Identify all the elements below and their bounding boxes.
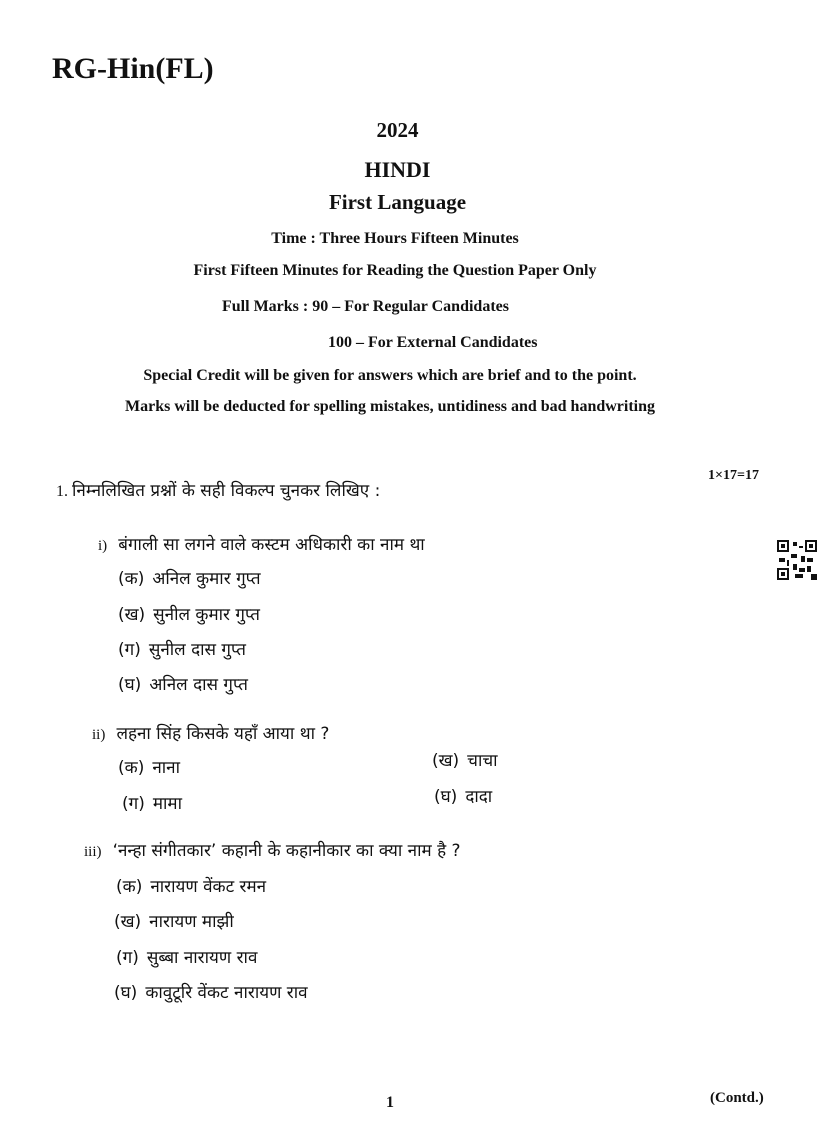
- option-text: अनिल कुमार गुप्त: [152, 569, 261, 589]
- sub-question-text: लहना सिंह किसके यहाँ आया था ?: [116, 724, 330, 744]
- option-text: कावुटूरि वेंकट नारायण राव: [145, 983, 308, 1003]
- option-label: (ख): [118, 605, 146, 625]
- option-text: नाना: [152, 758, 181, 778]
- subject-title: HINDI: [364, 157, 431, 182]
- option-item: [118, 755, 180, 778]
- option-item: [118, 566, 261, 589]
- option-label: (क): [118, 569, 145, 589]
- option-item: [116, 945, 257, 968]
- continued-label: (Contd.): [710, 1090, 764, 1106]
- option-label: (ख): [114, 912, 142, 932]
- option-label: (ग): [118, 640, 141, 660]
- time-info: Time : Three Hours Fifteen Minutes: [271, 230, 519, 247]
- option-text: अनिल दास गुप्त: [149, 675, 248, 695]
- option-text: मामा: [152, 794, 182, 814]
- deduction-note: Marks will be deducted for spelling mistakes, untidiness and bad handwriting: [124, 398, 656, 415]
- sub-question-iii: [84, 838, 461, 861]
- option-text: दादा: [465, 787, 493, 807]
- exam-year: 2024: [376, 118, 419, 142]
- question-text: निम्नलिखित प्रश्नों के सही विकल्प चुनकर लिखिए :: [72, 481, 381, 501]
- sub-question-text: बंगाली सा लगने वाले कस्टम अधिकारी का नाम था: [118, 535, 425, 555]
- option-text: सुब्बा नारायण राव: [146, 948, 258, 968]
- reading-time-info: First Fifteen Minutes for Reading the Question Paper Only: [193, 262, 597, 279]
- option-label: (ख): [432, 751, 460, 771]
- option-text: नारायण माझी: [149, 912, 234, 932]
- option-label: (क): [116, 877, 143, 897]
- option-text: सुनील दास गुप्त: [148, 640, 246, 660]
- option-text: चाचा: [467, 751, 498, 771]
- option-label: (घ): [114, 983, 138, 1003]
- question-marks: 1×17=17: [708, 468, 759, 483]
- option-label: (घ): [434, 787, 458, 807]
- option-label: (क): [118, 758, 145, 778]
- option-item: [114, 909, 234, 932]
- sub-question-number: ii): [92, 727, 106, 743]
- option-text: सुनील कुमार गुप्त: [153, 605, 260, 625]
- special-credit-note: Special Credit will be given for answers which are brief and to the point.: [143, 367, 637, 384]
- sub-question-ii: [92, 721, 329, 744]
- option-item: [118, 602, 260, 625]
- option-item: [118, 637, 246, 660]
- option-item: [118, 672, 248, 695]
- sub-question-number: iii): [84, 844, 102, 860]
- paper-code: RG-Hin(FL): [52, 52, 214, 85]
- option-item: [114, 980, 308, 1003]
- option-item: [116, 874, 266, 897]
- option-label: (ग): [122, 794, 145, 814]
- option-label: (घ): [118, 675, 142, 695]
- language-title: First Language: [328, 190, 467, 214]
- option-label: (ग): [116, 948, 139, 968]
- qr-code-icon: [777, 540, 817, 580]
- option-item: [432, 748, 498, 771]
- option-text: नारायण वेंकट रमन: [150, 877, 267, 897]
- full-marks-external: 100 – For External Candidates: [328, 334, 538, 351]
- option-item: [434, 784, 492, 807]
- option-item: [122, 791, 182, 814]
- sub-question-number: i): [98, 538, 108, 554]
- sub-question-text: ‘नन्हा संगीतकार’ कहानी के कहानीकार का क्या नाम है ?: [112, 841, 461, 861]
- sub-question-i: [98, 532, 425, 555]
- page-number: 1: [386, 1094, 394, 1111]
- question-number: 1.: [56, 483, 68, 500]
- full-marks-regular: Full Marks : 90 – For Regular Candidates: [222, 298, 509, 315]
